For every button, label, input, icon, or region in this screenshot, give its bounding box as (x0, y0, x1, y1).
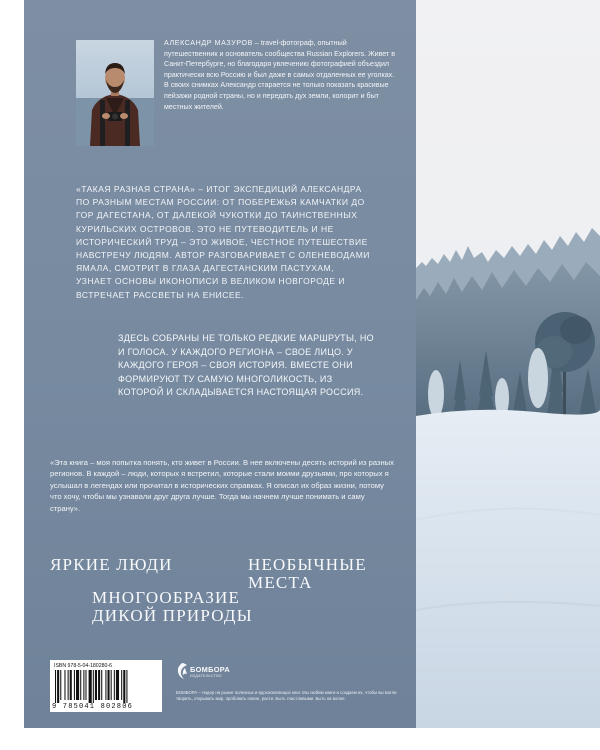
publisher-tagline: БОМБОРА – лидер на рынке полезных и вдохновляющих книг. Мы любим книги и создаем их, чтобы вы могли творить, открывать мир, пробовать новое, расти. Быть счастливыми. Быть на волне. (176, 690, 397, 702)
barcode-icon (53, 670, 159, 703)
book-highlight: ЗДЕСЬ СОБРАНЫ НЕ ТОЛЬКО РЕДКИЕ МАРШРУТЫ, НО И ГОЛОСА. У КАЖДОГО РЕГИОНА – СВОЕ ЛИЦО. У КАЖДОГО ГЕРОЯ – СВОЯ ИСТОРИЯ. ВМЕСТЕ ОНИ ФОРМИРУЮТ ТУ САМУЮ МНОГОЛИКОСТЬ, ИЗ КОТОРОЙ И СКЛАДЫВАЕТСЯ НАСТОЯЩАЯ РОССИЯ. (118, 333, 374, 398)
bombora-wave-icon (176, 662, 188, 680)
book-description: «ТАКАЯ РАЗНАЯ СТРАНА» – ИТОГ ЭКСПЕДИЦИЙ АЛЕКСАНДРА ПО РАЗНЫМ МЕСТАМ РОССИИ: ОТ ПОБЕРЕЖЬЯ КАМЧАТКИ ДО ГОР ДАГЕСТАНА, ОТ ДАЛЕКОЙ ЧУКОТКИ ДО ТАИНСТВЕННЫХ КУРИЛЬСКИХ ОСТРОВОВ. ЭТО НЕ ПУТЕВОДИТЕЛЬ И НЕ ИСТОРИЧЕСКИЙ ТРУД – ЭТО ЖИВОЕ, ЧЕСТНОЕ ПУТЕШЕСТВИЕ НАВСТРЕЧУ ЛЮДЯМ. АВТОР РАЗГОВАРИВАЕТ С ОЛЕНЕВОДАМИ ЯМАЛА, СМОТРИТ В ГЛАЗА ДАГЕСТАНСКИМ ПАСТУХАМ, УЗНАЕТ ОСНОВЫ ИКОНОПИСИ В ВЕЛИКОМ НОВГОРОДЕ И ВСТРЕЧАЕТ РАССВЕТЫ НА ЕНИСЕЕ. (76, 184, 370, 300)
winter-forest-photo (416, 0, 600, 728)
author-quote: «Эта книга – моя попытка понять, кто живет в России. В нее включены десять историй из разных регионов. В каждой – люди, которых я встретил, которые стали моими друзьями, про которых я услышал в легендах или прочитал в исторических справках. Я описал их образ жизни, потому что хочу, чтобы мы узнавали друг друга лучше. Тогда мы начнем лучше понимать и саму страну». (50, 458, 394, 513)
author-portrait-illustration (76, 40, 154, 146)
heading-unusual-places: НЕОБЫЧНЫЕ МЕСТА (248, 555, 367, 592)
author-bio (164, 38, 396, 112)
winter-landscape-illustration (416, 0, 600, 728)
author-photo (76, 40, 154, 146)
heading-wild-nature: МНОГООБРАЗИЕ ДИКОЙ ПРИРОДЫ (92, 588, 253, 625)
barcode-number: 9 785041 802806 (52, 703, 134, 711)
author-name: АЛЕКСАНДР МАЗУРОВ (164, 39, 253, 47)
publisher-name: БОМБОРА (190, 665, 230, 674)
heading-bright-people: ЯРКИЕ ЛЮДИ (50, 555, 173, 574)
publisher-subtitle: ИЗДАТЕЛЬСТВО (190, 674, 222, 678)
author-bio-text: – travel-фотограф, опытный путешественник и основатель сообщества Russian Explorers. Живет в Санкт-Петербурге, но благодаря увлечению фотографией объездил практически всю Россию и был даже в самых отдаленных ее уголках. В своих снимках Александр старается не только показать красивые пейзажи родной страны, но и передать дух земли, колорит и быт местных жителей. (164, 39, 395, 111)
isbn-number: ISBN 978-5-04-180280-6 (54, 663, 112, 669)
publisher-logo (176, 662, 256, 682)
isbn-barcode (50, 660, 162, 712)
